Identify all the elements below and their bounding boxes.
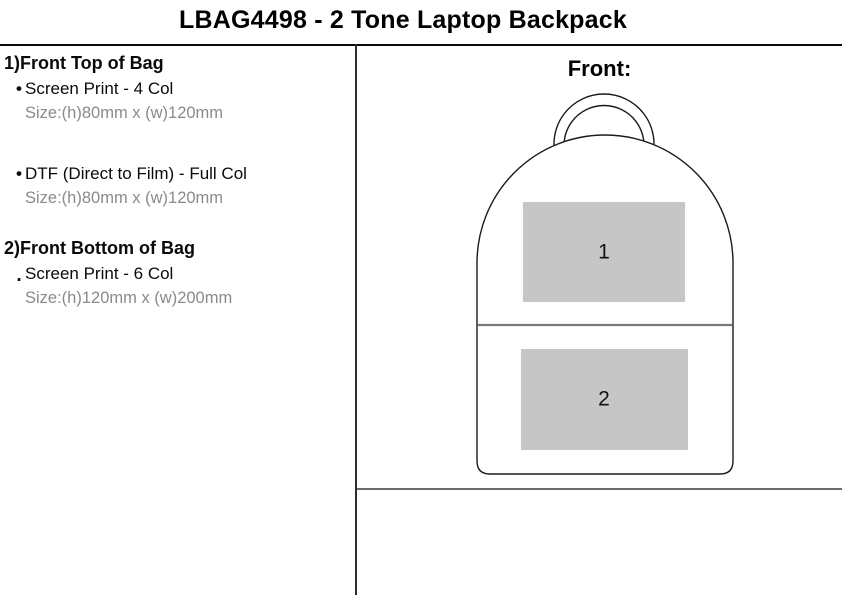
print-method-text: Screen Print - 6 Col (25, 264, 174, 283)
front-view-heading: Front: (567, 56, 632, 81)
bullet-icon: . (16, 265, 22, 286)
print-area-1-label: 1 (598, 240, 610, 264)
bullet-icon: • (16, 164, 22, 183)
print-size-text: Size:(h)120mm x (w)200mm (25, 289, 233, 307)
bullet-icon: • (16, 79, 22, 98)
section-heading-front-bottom: 2)Front Bottom of Bag (4, 238, 195, 258)
section-heading-front-top: 1)Front Top of Bag (4, 53, 164, 73)
print-method-text: DTF (Direct to Film) - Full Col (25, 164, 247, 183)
print-method-text: Screen Print - 4 Col (25, 79, 174, 98)
print-area-2-label: 2 (598, 387, 610, 411)
print-size-text: Size:(h)80mm x (w)120mm (25, 189, 224, 207)
print-size-text: Size:(h)80mm x (w)120mm (25, 104, 224, 122)
page-title: LBAG4498 - 2 Tone Laptop Backpack (179, 6, 627, 34)
